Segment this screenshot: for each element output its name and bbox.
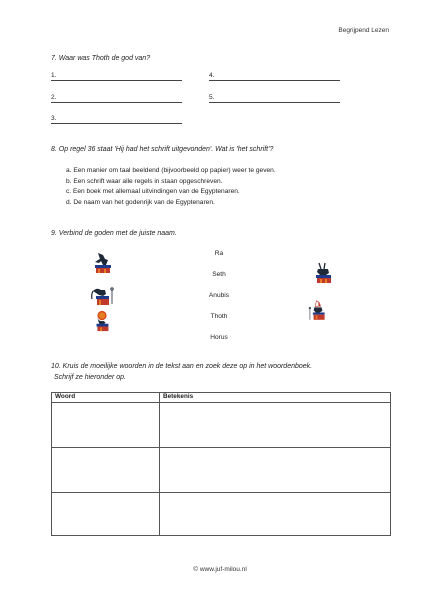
option-b[interactable]: b. Een schrift waar alle regels in staan opgeschreven.: [66, 178, 223, 185]
horus-god-icon: [305, 300, 331, 322]
option-c[interactable]: c. Een boek met allemaal uitvindingen van de Egyptenaren.: [66, 188, 240, 195]
god-name-seth: Seth: [212, 271, 226, 278]
seth-god-icon: [310, 262, 336, 284]
question-10-line-1: 10. Kruis de moeilijke woorden in de tekst aan en zoek deze op in het woordenboek.: [51, 363, 313, 370]
god-name-anubis: Anubis: [208, 292, 230, 299]
god-name-ra: Ra: [214, 250, 224, 257]
option-a[interactable]: a. Een manier om taal beeldend (bijvoorbeeld op papier) weer te geven.: [66, 167, 276, 174]
answer-line-3-number: 3.: [51, 115, 57, 122]
question-10-line-2: Schrijf ze hieronder op.: [54, 374, 126, 381]
jackal-god-icon: [89, 252, 115, 274]
column-header-meaning: Betekenis: [160, 393, 391, 403]
question-9: 9. Verbind de goden met de juiste naam.: [51, 230, 177, 237]
table-row: [52, 493, 391, 536]
question-8: 8. Op regel 36 staat 'Hij had het schrift uitgevonden'. Wat is 'het schrift'?: [51, 146, 274, 153]
god-name-horus: Horus: [210, 334, 228, 341]
answer-line-4[interactable]: [209, 72, 340, 81]
answer-line-3[interactable]: [51, 115, 182, 124]
answer-line-4-number: 4.: [209, 72, 215, 79]
meaning-cell[interactable]: [160, 448, 391, 493]
answer-line-5-number: 5.: [209, 94, 215, 101]
option-d[interactable]: d. De naam van het godenrijk van de Egyptenaren.: [66, 199, 215, 206]
footer-credit: © www.juf-milou.nl: [193, 566, 247, 573]
meaning-cell[interactable]: [160, 403, 391, 448]
column-header-word: Woord: [52, 393, 160, 403]
meaning-cell[interactable]: [160, 493, 391, 536]
vocabulary-table: [51, 392, 391, 536]
answer-line-2[interactable]: [51, 94, 182, 103]
table-row: [52, 448, 391, 493]
question-7: 7. Waar was Thoth de god van?: [51, 55, 151, 62]
answer-line-5[interactable]: [209, 94, 340, 103]
answer-line-1-number: 1.: [51, 72, 57, 79]
god-name-thoth: Thoth: [210, 313, 228, 320]
word-cell[interactable]: [52, 448, 160, 493]
word-cell[interactable]: [52, 403, 160, 448]
table-row: [52, 403, 391, 448]
answer-line-2-number: 2.: [51, 94, 57, 101]
table-header-row: [52, 393, 391, 403]
header-label: Begrijpend Lezen: [338, 27, 389, 34]
answer-line-1[interactable]: [51, 72, 182, 81]
ibis-god-icon: [89, 285, 115, 307]
word-cell[interactable]: [52, 493, 160, 536]
sun-god-icon: [89, 310, 115, 332]
